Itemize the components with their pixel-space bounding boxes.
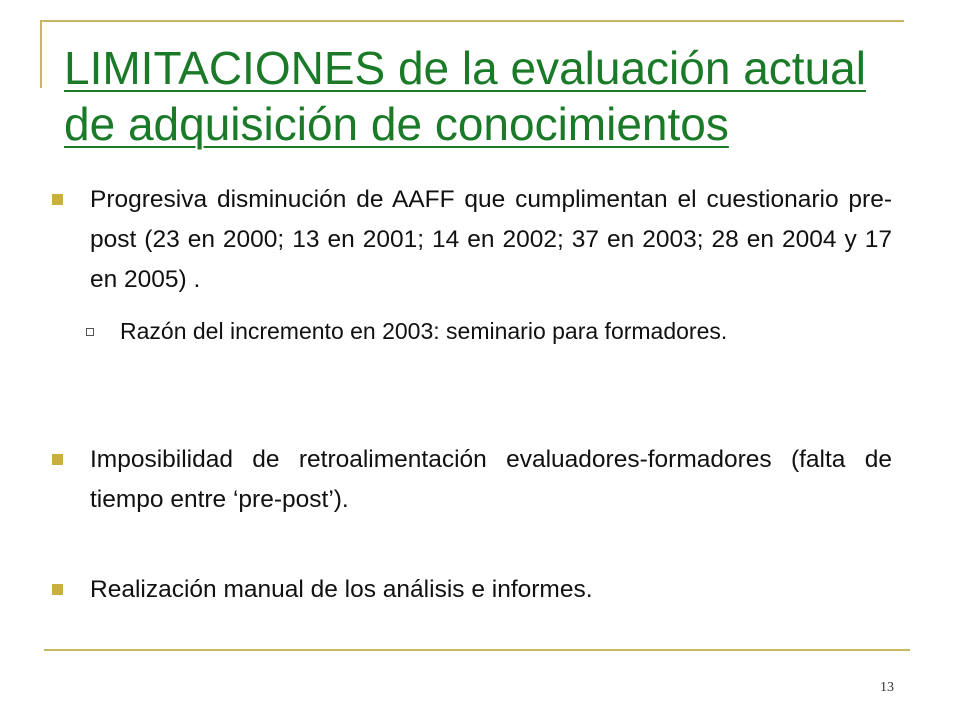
bullet-text-3: Realización manual de los análisis e informes. — [90, 576, 593, 603]
slide-title-line-2: de adquisición de conocimientos — [64, 98, 729, 150]
bullet-text-2: Imposibilidad de retroalimentación evaluadores-formadores (falta de tiempo entre ‘pre-post’). — [90, 446, 892, 513]
hollow-square-bullet-icon — [86, 328, 94, 336]
slide-title-line-1: LIMITACIONES de la evaluación actual — [64, 42, 866, 94]
page-number: 13 — [880, 680, 894, 695]
slide-title — [64, 40, 960, 152]
sub-bullet-item — [86, 312, 806, 350]
left-accent-line — [40, 20, 42, 88]
bullet-item-1 — [52, 180, 892, 300]
sub-bullet-text: Razón del incremento en 2003: seminario para formadores. — [120, 318, 728, 344]
top-accent-line — [40, 20, 904, 22]
square-bullet-icon — [52, 454, 63, 465]
square-bullet-icon — [52, 194, 63, 205]
bullet-text-1: Progresiva disminución de AAFF que cumplimentan el cuestionario pre-post (23 en 2000; 13 en 2001; 14 en 2002; 37 en 2003; 28 en 2004 y 17 en 2005) . — [90, 186, 892, 293]
bullet-item-2 — [52, 440, 892, 520]
bullet-item-3 — [52, 570, 892, 610]
square-bullet-icon — [52, 584, 63, 595]
right-accent-tick — [902, 20, 904, 22]
bottom-accent-line — [44, 649, 910, 651]
